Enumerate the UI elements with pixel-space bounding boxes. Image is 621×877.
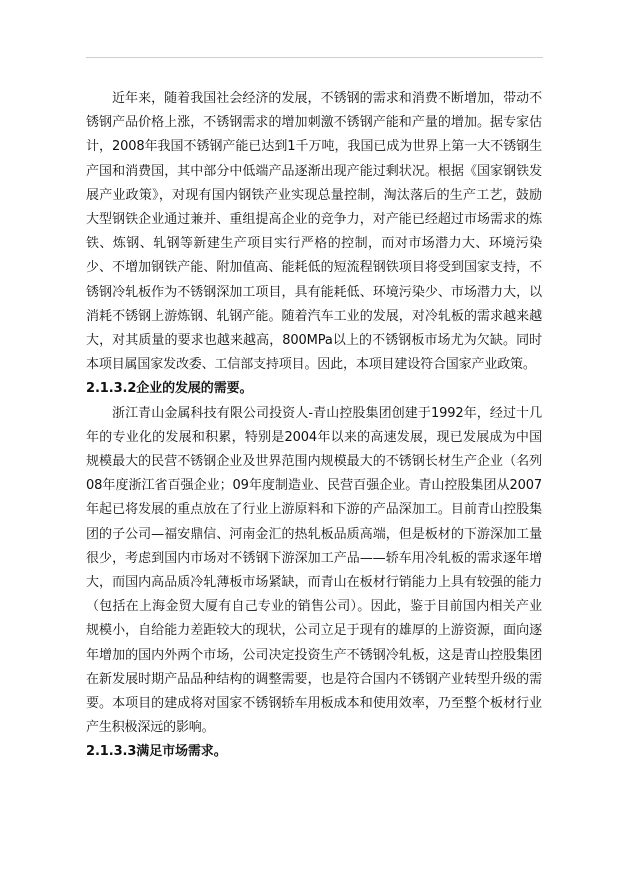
paragraph-industry-policy: 近年来，随着我国社会经济的发展，不锈钢的需求和消费不断增加，带动不锈钢产品价格上涨，不锈钢需求的增加刺激不锈钢产能和产量的增加。据专家估计，2008年我国不锈钢产能已达到1千万吨，我国已成为世界上第一大不锈钢生产国和消费国，其中部分中低端产品逐渐出现产能过剩状况。根据《国家钢铁发展产业政策》，对现有国内钢铁产业实现总量控制，淘汰落后的生产工艺，鼓励大型钢铁企业通过兼并、重组提高企业的竞争力，对产能已经超过市场需求的炼铁、炼钢、轧钢等新建生产项目实行严格的控制，而对市场潜力大、环境污染少、不增加钢铁产能、附加值高、能耗低的短流程钢铁项目将受到国家支持，不锈钢冷轧板作为不锈钢深加工项目，具有能耗低、环境污染少、市场潜力大，以消耗不锈钢上游炼钢、轧钢产能。随着汽车工业的发展，对冷轧板的需求越来越大，对其质量的要求也越来越高，800MPa以上的不锈钢板市场尤为欠缺。同时本项目属国家发改委、工信部支持项目。因此，本项目建设符合国家产业政策。 (86, 91, 542, 373)
document-body (86, 87, 542, 765)
section-heading-enterprise-development: 2.1.3.2企业的发展的需要。 (86, 381, 253, 397)
section-heading-market-demand: 2.1.3.3满足市场需求。 (86, 744, 227, 760)
header-divider (86, 57, 543, 58)
paragraph-enterprise-development: 浙江青山金属科技有限公司投资人-青山控股集团创建于1992年，经过十几年的专业化的发展和积累，特别是2004年以来的高速发展，现已发展成为中国规模最大的民营不锈钢企业及世界范围内规模最大的不锈钢长材生产企业（名列08年度浙江省百强企业；09年度制造业、民营百强企业。青山控股集团从2007年起已将发展的重点放在了行业上游原料和下游的产品深加工。目前青山控股集团的子公司—福安鼎信、河南金汇的热轧板品质高端，但是板材的下游深加工量很少，考虑到国内市场对不锈钢下游深加工产品——轿车用冷轧板的需求逐年增大，而国内高品质冷轧薄板市场紧缺，而青山在板材行销能力上具有较强的能力（包括在上海金贸大厦有自己专业的销售公司）。因此，鉴于目前国内相关产业规模小，自给能力差距较大的现状，公司立足于现有的雄厚的上游资源，面向逐年增加的国内外两个市场，公司决定投资生产不锈钢冷轧板，这是青山控股集团在新发展时期产品品种结构的调整需要，也是符合国内不锈钢产业转型升级的需要。本项目的建成将对国家不锈钢轿车用板成本和使用效率，乃至整个板材行业产生积极深远的影响。 (86, 405, 542, 736)
